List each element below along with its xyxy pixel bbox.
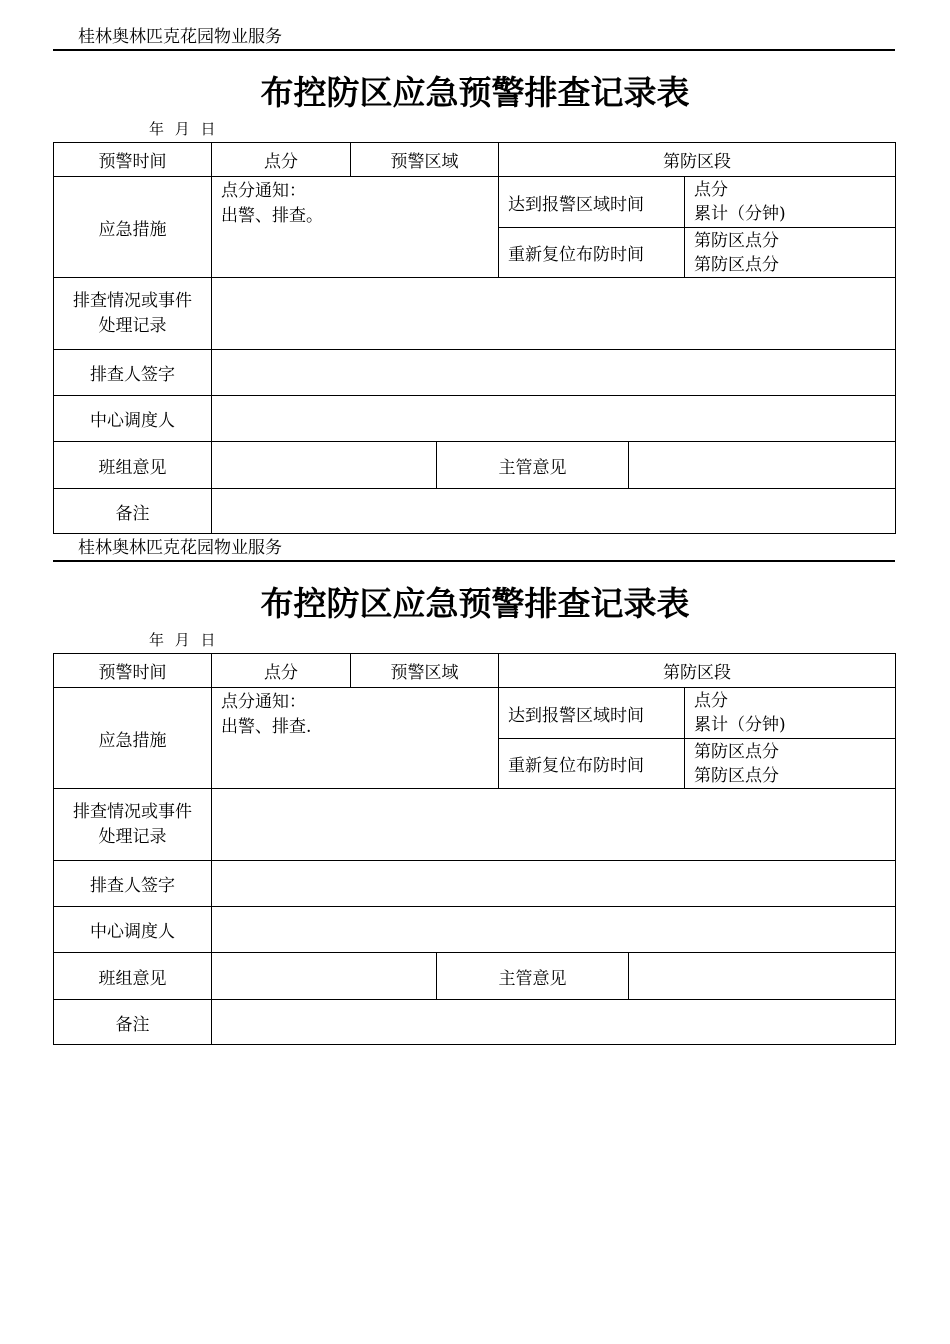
org-header: 桂林奥林匹克花园物业服务 bbox=[78, 27, 282, 47]
record-table bbox=[53, 142, 896, 534]
reset-time-label: 重新复位布防时间 bbox=[499, 228, 685, 278]
record-label-line-2: 处理记录 bbox=[98, 315, 167, 336]
supervisor-opinion-label: 主管意见 bbox=[437, 953, 629, 1000]
table-row bbox=[54, 1000, 896, 1045]
arrival-time-value[interactable] bbox=[685, 177, 896, 228]
document-title: 布控防区应急预警排查记录表 bbox=[260, 584, 690, 623]
reset-time-value[interactable] bbox=[685, 228, 896, 278]
record-field[interactable] bbox=[212, 789, 896, 861]
point-minute-label[interactable]: 点分 bbox=[212, 143, 351, 177]
arrival-time-label: 达到报警区域时间 bbox=[499, 688, 685, 739]
record-form-1 bbox=[0, 0, 950, 524]
reset-value-line-2: 第防区点分 bbox=[694, 254, 779, 275]
team-opinion-label: 班组意见 bbox=[54, 953, 212, 1000]
emergency-measures-label: 应急措施 bbox=[54, 688, 212, 789]
arrival-value-line-2: 累计（分钟) bbox=[694, 715, 786, 735]
center-dispatcher-field[interactable] bbox=[212, 907, 896, 953]
reset-time-value[interactable] bbox=[685, 739, 896, 789]
table-row bbox=[54, 143, 896, 177]
document-title: 布控防区应急预警排查记录表 bbox=[260, 73, 690, 112]
remarks-label: 备注 bbox=[54, 1000, 212, 1045]
arrival-value-line-1: 点分 bbox=[694, 691, 728, 711]
record-table bbox=[53, 653, 896, 1045]
team-opinion-field[interactable] bbox=[212, 953, 437, 1000]
alert-zone-label[interactable]: 预警区域 bbox=[351, 654, 499, 688]
zone-section-label[interactable]: 第防区段 bbox=[499, 143, 896, 177]
arrival-value-line-1: 点分 bbox=[694, 180, 728, 200]
org-header: 桂林奥林匹克花园物业服务 bbox=[78, 538, 282, 558]
inspector-signature-label: 排查人签字 bbox=[54, 861, 212, 907]
zone-section-label[interactable]: 第防区段 bbox=[499, 654, 896, 688]
notice-line-1: 点分通知： bbox=[221, 181, 306, 201]
record-label bbox=[54, 278, 212, 350]
record-form-2 bbox=[0, 511, 950, 1035]
team-opinion-label: 班组意见 bbox=[54, 442, 212, 489]
remarks-label: 备注 bbox=[54, 489, 212, 534]
supervisor-opinion-label: 主管意见 bbox=[437, 442, 629, 489]
record-field[interactable] bbox=[212, 278, 896, 350]
notice-line-2: 出警、排查。 bbox=[221, 206, 323, 226]
arrival-value-line-2: 累计（分钟) bbox=[694, 204, 786, 224]
supervisor-opinion-field[interactable] bbox=[629, 442, 896, 489]
inspector-signature-label: 排查人签字 bbox=[54, 350, 212, 396]
inspector-signature-field[interactable] bbox=[212, 350, 896, 396]
table-row bbox=[54, 278, 896, 350]
table-row bbox=[54, 442, 896, 489]
date-line: 年 月 日 bbox=[149, 120, 216, 138]
supervisor-opinion-field[interactable] bbox=[629, 953, 896, 1000]
alert-time-label: 预警时间 bbox=[54, 654, 212, 688]
arrival-time-label: 达到报警区域时间 bbox=[499, 177, 685, 228]
record-label bbox=[54, 789, 212, 861]
table-row bbox=[54, 789, 896, 861]
date-line: 年 月 日 bbox=[149, 631, 216, 649]
remarks-field[interactable] bbox=[212, 1000, 896, 1045]
emergency-measures-label: 应急措施 bbox=[54, 177, 212, 278]
reset-time-label: 重新复位布防时间 bbox=[499, 739, 685, 789]
record-label-line-1: 排查情况或事件 bbox=[73, 801, 192, 822]
notice-cell[interactable] bbox=[212, 177, 499, 278]
alert-zone-label[interactable]: 预警区域 bbox=[351, 143, 499, 177]
table-row bbox=[54, 953, 896, 1000]
center-dispatcher-label: 中心调度人 bbox=[54, 907, 212, 953]
inspector-signature-field[interactable] bbox=[212, 861, 896, 907]
notice-cell[interactable] bbox=[212, 688, 499, 789]
table-row bbox=[54, 654, 896, 688]
table-row bbox=[54, 396, 896, 442]
record-label-line-2: 处理记录 bbox=[98, 826, 167, 847]
reset-value-line-2: 第防区点分 bbox=[694, 765, 779, 786]
center-dispatcher-field[interactable] bbox=[212, 396, 896, 442]
notice-line-1: 点分通知： bbox=[221, 692, 306, 712]
table-row bbox=[54, 861, 896, 907]
header-rule bbox=[53, 49, 895, 51]
point-minute-label[interactable]: 点分 bbox=[212, 654, 351, 688]
reset-value-line-1: 第防区点分 bbox=[694, 230, 779, 251]
reset-value-line-1: 第防区点分 bbox=[694, 741, 779, 762]
team-opinion-field[interactable] bbox=[212, 442, 437, 489]
table-row bbox=[54, 177, 896, 228]
table-row bbox=[54, 907, 896, 953]
arrival-time-value[interactable] bbox=[685, 688, 896, 739]
center-dispatcher-label: 中心调度人 bbox=[54, 396, 212, 442]
table-row bbox=[54, 688, 896, 739]
notice-line-2: 出警、排查. bbox=[221, 717, 312, 737]
record-label-line-1: 排查情况或事件 bbox=[73, 290, 192, 311]
header-rule bbox=[53, 560, 895, 562]
table-row bbox=[54, 350, 896, 396]
alert-time-label: 预警时间 bbox=[54, 143, 212, 177]
